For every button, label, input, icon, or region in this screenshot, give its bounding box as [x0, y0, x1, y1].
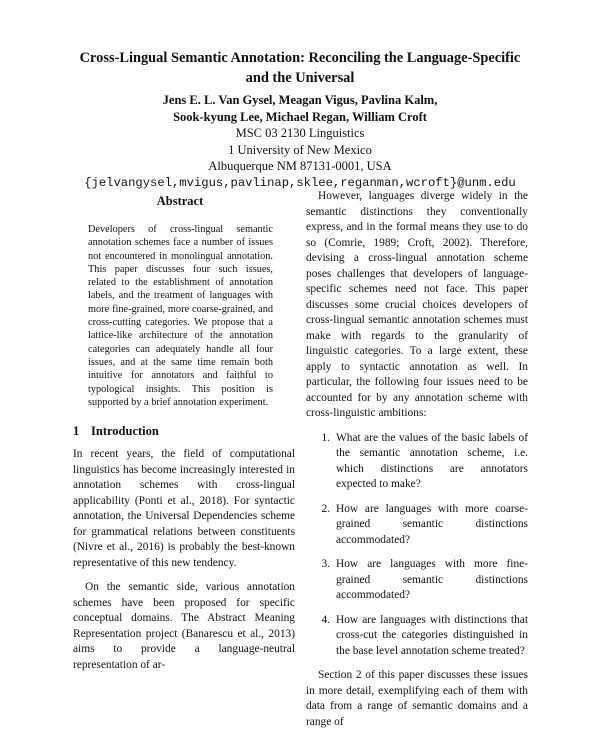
- paper-title: [60, 48, 540, 88]
- left-column-body: [73, 447, 295, 673]
- title-line-1: Cross-Lingual Semantic Annotation: Reconciling the Language-Specific: [79, 50, 521, 66]
- list-item: [306, 557, 528, 604]
- section-heading-introduction: [73, 424, 159, 439]
- list-item-text: How are languages with distinctions that cross-cut the categories distinguished in the base level annotation scheme treated?: [336, 613, 528, 657]
- right-paragraph-2: Section 2 of this paper discusses these issues in more detail, exemplifying each of them with data from a range of semantic domains and a range of: [306, 669, 528, 728]
- list-item-text: What are the values of the basic labels of the semantic annotation scheme, i.e. which distinctions are annotators expected to make?: [336, 431, 528, 490]
- title-line-2: and the Universal: [245, 70, 355, 86]
- abstract-heading: Abstract: [156, 194, 204, 208]
- affiliation-line-3: Albuquerque NM 87131-0001, USA: [208, 159, 392, 174]
- list-item-number: 3.: [321, 558, 330, 570]
- author-block: [60, 92, 540, 192]
- list-item-number: 2.: [321, 502, 330, 515]
- list-item-number: 4.: [321, 613, 330, 626]
- authors-line-1: Jens E. L. Van Gysel, Meagan Vigus, Pavlina Kalm,: [162, 93, 438, 107]
- authors-line-2: Sook-kyung Lee, Michael Regan, William Croft: [173, 109, 427, 124]
- intro-paragraph-2: On the semantic side, various annotation schemes have been proposed for specific conceptual domains. The Abstract Meaning Representation project (Banarescu et al., 2013) aims to provide a language-neutral representation of ar-: [73, 581, 295, 671]
- list-item: [306, 502, 528, 549]
- issues-list: [306, 431, 528, 660]
- section-number: 1: [73, 424, 80, 438]
- section-title: Introduction: [91, 424, 159, 438]
- intro-paragraph-1: In recent years, the field of computational linguistics has become increasingly interested in annotation schemes with cross-lingual applicability (Ponti et al., 2018). For syntactic annotation, the Universal Dependencies scheme for grammatical relations between constituents (Nivre et al., 2016) is probably the best-known representative of this new tendency.: [73, 448, 295, 569]
- list-item: [306, 613, 528, 660]
- affiliation-line-1: MSC 03 2130 Linguistics: [235, 126, 365, 141]
- right-paragraph-1: However, languages diverge widely in the semantic distinctions they conventionally express, and in the formal means they use to do so (Comrie, 1989; Croft, 2002). Therefore, devising a cross-lingual annotation scheme poses challenges that developers of language-specific schemes need not face. This paper discusses some crucial choices developers of cross-lingual semantic annotation schemes must make with regards to the granularity of linguistic categories. To a large extent, these apply to syntactic annotation as well. In particular, the following four issues need to be accounted for by any annotation scheme with cross-linguistic ambitions:: [306, 190, 528, 419]
- list-item: [306, 431, 528, 493]
- list-item-text: How are languages with more fine-grained semantic distinctions accommodated?: [336, 558, 528, 601]
- list-item-text: How are languages with more coarse-grained semantic distinctions accommodated?: [336, 502, 528, 546]
- affiliation-line-2: 1 University of New Mexico: [228, 142, 372, 157]
- abstract-text: Developers of cross-lingual semantic annotation schemes face a number of issues not encountered in monolingual annotation. This paper discusses four such issues, related to the establishment of annotation labels, and the treatment of languages with more fine-grained, more coarse-grained, and cross-cutting categories. We propose that a lattice-like architecture of the annotation categories can adequately handle all four issues, and at the same time remain both intuitive for annotators and faithful to typological insights. This position is supported by a brief annotation experiment.: [88, 224, 273, 408]
- list-item-number: 1.: [321, 431, 330, 444]
- author-emails: {jelvangysel,mvigus,pavlinap,sklee,reganman,wcroft}@unm.edu: [84, 175, 516, 190]
- right-column-body: [306, 189, 528, 730]
